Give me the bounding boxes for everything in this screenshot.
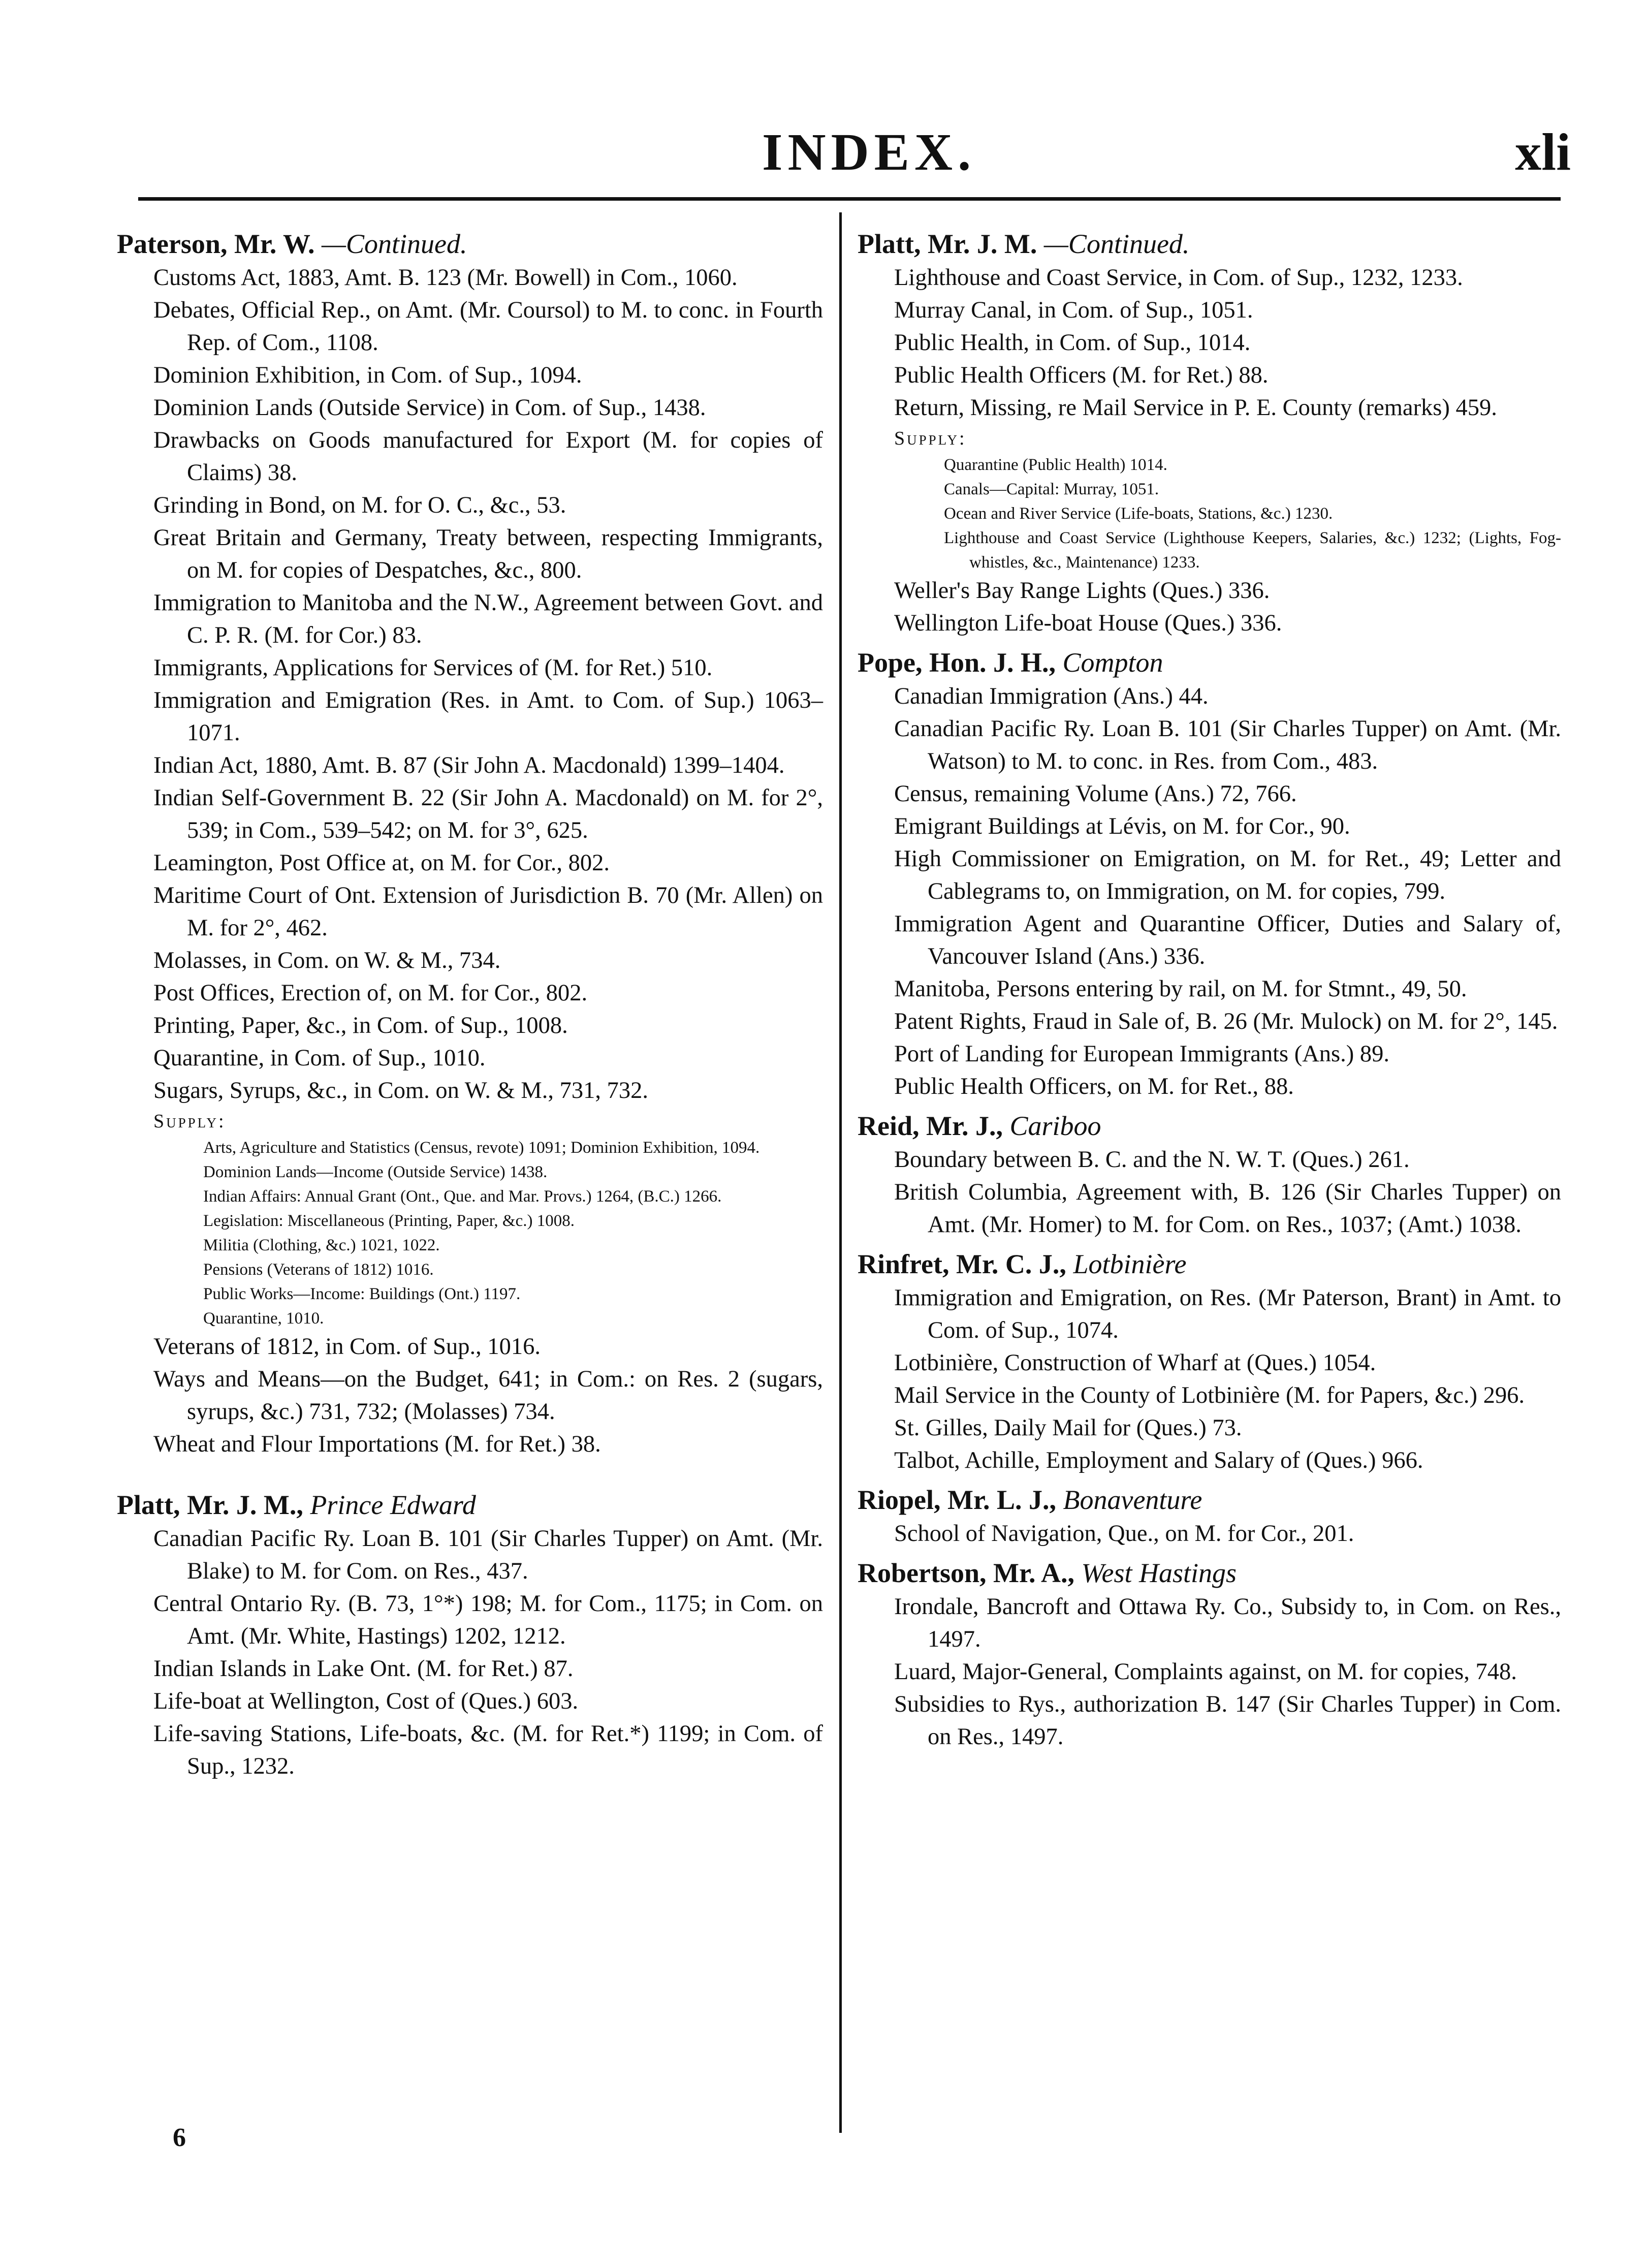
member-name: Paterson, Mr. W. — [117, 229, 315, 259]
entry-heading — [858, 1555, 1561, 1591]
constituency: Lotbinière — [1073, 1249, 1187, 1279]
entry-heading — [858, 226, 1561, 262]
supply-item: Lighthouse and Coast Service (Lighthouse Keepers, Salaries, &c.) 1232; (Lights, Fog-whistles, &c., Maintenance) 1233. — [944, 529, 1561, 572]
index-entry — [858, 645, 1561, 1103]
page-header — [0, 91, 1647, 181]
header-rule — [138, 197, 1561, 201]
index-entry — [858, 1246, 1561, 1477]
member-name: Robertson, Mr. A., — [858, 1558, 1074, 1588]
index-item: Canadian Pacific Ry. Loan B. 101 (Sir Charles Tupper) on Amt. (Mr. Blake) to M. for Com. on Res., 437. — [153, 1526, 823, 1584]
member-name: Platt, Mr. J. M. — [858, 229, 1037, 259]
entry-heading — [117, 226, 823, 262]
entry-heading — [117, 1487, 823, 1523]
index-item: Sugars, Syrups, &c., in Com. on W. & M., 731, 732. — [153, 1078, 648, 1104]
index-entry — [858, 1555, 1561, 1753]
constituency: Prince Edward — [310, 1490, 476, 1520]
index-item: Immigration to Manitoba and the N.W., Agreement between Govt. and C. P. R. (M. for Cor.) 83. — [153, 590, 823, 648]
index-item: Indian Islands in Lake Ont. (M. for Ret.) 87. — [153, 1656, 574, 1682]
index-item: Dominion Lands (Outside Service) in Com. of Sup., 1438. — [153, 395, 706, 421]
index-item: Return, Missing, re Mail Service in P. E. County (remarks) 459. — [894, 395, 1497, 421]
index-item: Drawbacks on Goods manufactured for Export (M. for copies of Claims) 38. — [153, 427, 823, 486]
page-title: INDEX. — [762, 123, 976, 181]
index-item: Life-saving Stations, Life-boats, &c. (M. for Ret.*) 1199; in Com. of Sup., 1232. — [153, 1721, 823, 1779]
index-item: Immigration and Emigration, on Res. (Mr Paterson, Brant) in Amt. to Com. of Sup., 1074. — [894, 1285, 1561, 1343]
index-item: Mail Service in the County of Lotbinière (M. for Papers, &c.) 296. — [894, 1382, 1525, 1408]
index-item: Post Offices, Erection of, on M. for Cor., 802. — [153, 980, 588, 1006]
supply-label: Supply: — [153, 1111, 226, 1132]
index-column-left — [117, 226, 823, 1788]
index-item: Life-boat at Wellington, Cost of (Ques.) 603. — [153, 1688, 579, 1714]
index-item: Quarantine, in Com. of Sup., 1010. — [153, 1045, 486, 1071]
supply-item: Pensions (Veterans of 1812) 1016. — [203, 1261, 434, 1279]
index-item: Irondale, Bancroft and Ottawa Ry. Co., Subsidy to, in Com. on Res., 1497. — [894, 1594, 1561, 1652]
member-name: Rinfret, Mr. C. J., — [858, 1249, 1066, 1279]
index-item: Patent Rights, Fraud in Sale of, B. 26 (Mr. Mulock) on M. for 2°, 145. — [894, 1009, 1558, 1034]
supply-item: Indian Affairs: Annual Grant (Ont., Que. and Mar. Provs.) 1264, (B.C.) 1266. — [203, 1187, 722, 1206]
index-item: Great Britain and Germany, Treaty between, respecting Immigrants, on M. for copies of Despatches, &c., 800. — [153, 525, 823, 583]
supply-item: Arts, Agriculture and Statistics (Census, revote) 1091; Dominion Exhibition, 1094. — [203, 1139, 760, 1157]
index-item: Wellington Life-boat House (Ques.) 336. — [894, 610, 1282, 636]
index-item: School of Navigation, Que., on M. for Cor., 201. — [894, 1521, 1354, 1547]
index-item: Immigrants, Applications for Services of (M. for Ret.) 510. — [153, 655, 713, 681]
entry-heading — [858, 645, 1561, 680]
index-item: St. Gilles, Daily Mail for (Ques.) 73. — [894, 1415, 1242, 1441]
index-item: Boundary between B. C. and the N. W. T. (Ques.) 261. — [894, 1147, 1410, 1173]
index-item: Manitoba, Persons entering by rail, on M. for Stmnt., 49, 50. — [894, 976, 1467, 1002]
index-item: Weller's Bay Range Lights (Ques.) 336. — [894, 578, 1270, 604]
index-item: Emigrant Buildings at Lévis, on M. for Cor., 90. — [894, 813, 1350, 839]
index-item: Public Health, in Com. of Sup., 1014. — [894, 330, 1251, 356]
index-item: Lotbinière, Construction of Wharf at (Ques.) 1054. — [894, 1350, 1376, 1376]
index-item: British Columbia, Agreement with, B. 126 (Sir Charles Tupper) on Amt. (Mr. Homer) to M. for Com. on Res., 1037; (Amt.) 1038. — [894, 1179, 1561, 1238]
index-item: Debates, Official Rep., on Amt. (Mr. Coursol) to M. to conc. in Fourth Rep. of Com., 1108. — [153, 297, 823, 356]
index-entry — [858, 226, 1561, 640]
index-item: Wheat and Flour Importations (M. for Ret.) 38. — [153, 1431, 601, 1457]
index-item: Murray Canal, in Com. of Sup., 1051. — [894, 297, 1253, 323]
index-item: Central Ontario Ry. (B. 73, 1°*) 198; M. for Com., 1175; in Com. on Amt. (Mr. White, Hastings) 1202, 1212. — [153, 1591, 823, 1649]
index-item: Veterans of 1812, in Com. of Sup., 1016. — [153, 1334, 541, 1360]
index-item: Dominion Exhibition, in Com. of Sup., 1094. — [153, 362, 582, 388]
member-name: Pope, Hon. J. H., — [858, 647, 1056, 678]
index-item: Port of Landing for European Immigrants (Ans.) 89. — [894, 1041, 1390, 1067]
index-item: Printing, Paper, &c., in Com. of Sup., 1008. — [153, 1013, 568, 1038]
index-item: Immigration and Emigration (Res. in Amt. to Com. of Sup.) 1063–1071. — [153, 687, 823, 746]
index-item: Luard, Major-General, Complaints against, on M. for copies, 748. — [894, 1659, 1517, 1685]
index-item: Maritime Court of Ont. Extension of Jurisdiction B. 70 (Mr. Allen) on M. for 2°, 462. — [153, 883, 823, 941]
index-column-right — [858, 226, 1561, 1758]
entry-gap — [117, 1466, 823, 1487]
index-item: Indian Self-Government B. 22 (Sir John A. Macdonald) on M. for 2°, 539; in Com., 539–542; on M. for 3°, 625. — [153, 785, 823, 843]
supply-item: Canals—Capital: Murray, 1051. — [944, 480, 1159, 498]
index-item: Canadian Pacific Ry. Loan B. 101 (Sir Charles Tupper) on Amt. (Mr. Watson) to M. to conc. in Res. from Com., 483. — [894, 716, 1561, 774]
member-name: Reid, Mr. J., — [858, 1111, 1003, 1141]
constituency: —Continued. — [322, 229, 467, 259]
index-entry — [117, 1487, 823, 1783]
constituency: West Hastings — [1081, 1558, 1237, 1588]
constituency: Cariboo — [1009, 1111, 1101, 1141]
member-name: Riopel, Mr. L. J., — [858, 1485, 1056, 1515]
page-number: xli — [1515, 123, 1571, 181]
index-item: Census, remaining Volume (Ans.) 72, 766. — [894, 781, 1297, 807]
index-item: Ways and Means—on the Budget, 641; in Com.: on Res. 2 (sugars, syrups, &c.) 731, 732; (Molasses) 734. — [153, 1366, 823, 1425]
index-entry — [858, 1108, 1561, 1241]
constituency: Compton — [1062, 647, 1163, 678]
index-item: High Commissioner on Emigration, on M. for Ret., 49; Letter and Cablegrams to, on Immigration, on M. for copies, 799. — [894, 846, 1561, 904]
constituency: Bonaventure — [1063, 1485, 1202, 1515]
supply-item: Public Works—Income: Buildings (Ont.) 1197. — [203, 1285, 521, 1303]
member-name: Platt, Mr. J. M., — [117, 1490, 303, 1520]
index-item: Public Health Officers (M. for Ret.) 88. — [894, 362, 1269, 388]
index-item: Canadian Immigration (Ans.) 44. — [894, 683, 1209, 709]
sheet-mark: 6 — [173, 2123, 186, 2152]
entry-heading — [858, 1482, 1561, 1518]
index-entry — [117, 226, 823, 1461]
index-item: Lighthouse and Coast Service, in Com. of Sup., 1232, 1233. — [894, 265, 1463, 291]
supply-item: Legislation: Miscellaneous (Printing, Paper, &c.) 1008. — [203, 1212, 575, 1230]
supply-item: Dominion Lands—Income (Outside Service) 1438. — [203, 1163, 548, 1181]
index-item: Leamington, Post Office at, on M. for Cor., 802. — [153, 850, 610, 876]
supply-label: Supply: — [894, 428, 967, 449]
entry-heading — [858, 1108, 1561, 1144]
index-item: Indian Act, 1880, Amt. B. 87 (Sir John A. Macdonald) 1399–1404. — [153, 752, 785, 778]
constituency: —Continued. — [1043, 229, 1190, 259]
index-item: Talbot, Achille, Employment and Salary of (Ques.) 966. — [894, 1447, 1423, 1473]
supply-item: Militia (Clothing, &c.) 1021, 1022. — [203, 1236, 440, 1254]
supply-item: Quarantine (Public Health) 1014. — [944, 456, 1167, 474]
index-entry — [858, 1482, 1561, 1550]
index-item: Subsidies to Rys., authorization B. 147 (Sir Charles Tupper) in Com. on Res., 1497. — [894, 1691, 1561, 1750]
index-item: Molasses, in Com. on W. & M., 734. — [153, 948, 501, 973]
index-item: Immigration Agent and Quarantine Officer, Duties and Salary of, Vancouver Island (Ans.) 336. — [894, 911, 1561, 969]
index-item: Customs Act, 1883, Amt. B. 123 (Mr. Bowell) in Com., 1060. — [153, 265, 738, 291]
supply-item: Ocean and River Service (Life-boats, Stations, &c.) 1230. — [944, 505, 1333, 523]
column-divider — [839, 212, 842, 2133]
supply-item: Quarantine, 1010. — [203, 1309, 324, 1328]
index-item: Public Health Officers, on M. for Ret., 88. — [894, 1074, 1294, 1099]
index-item: Grinding in Bond, on M. for O. C., &c., 53. — [153, 492, 566, 518]
entry-heading — [858, 1246, 1561, 1282]
